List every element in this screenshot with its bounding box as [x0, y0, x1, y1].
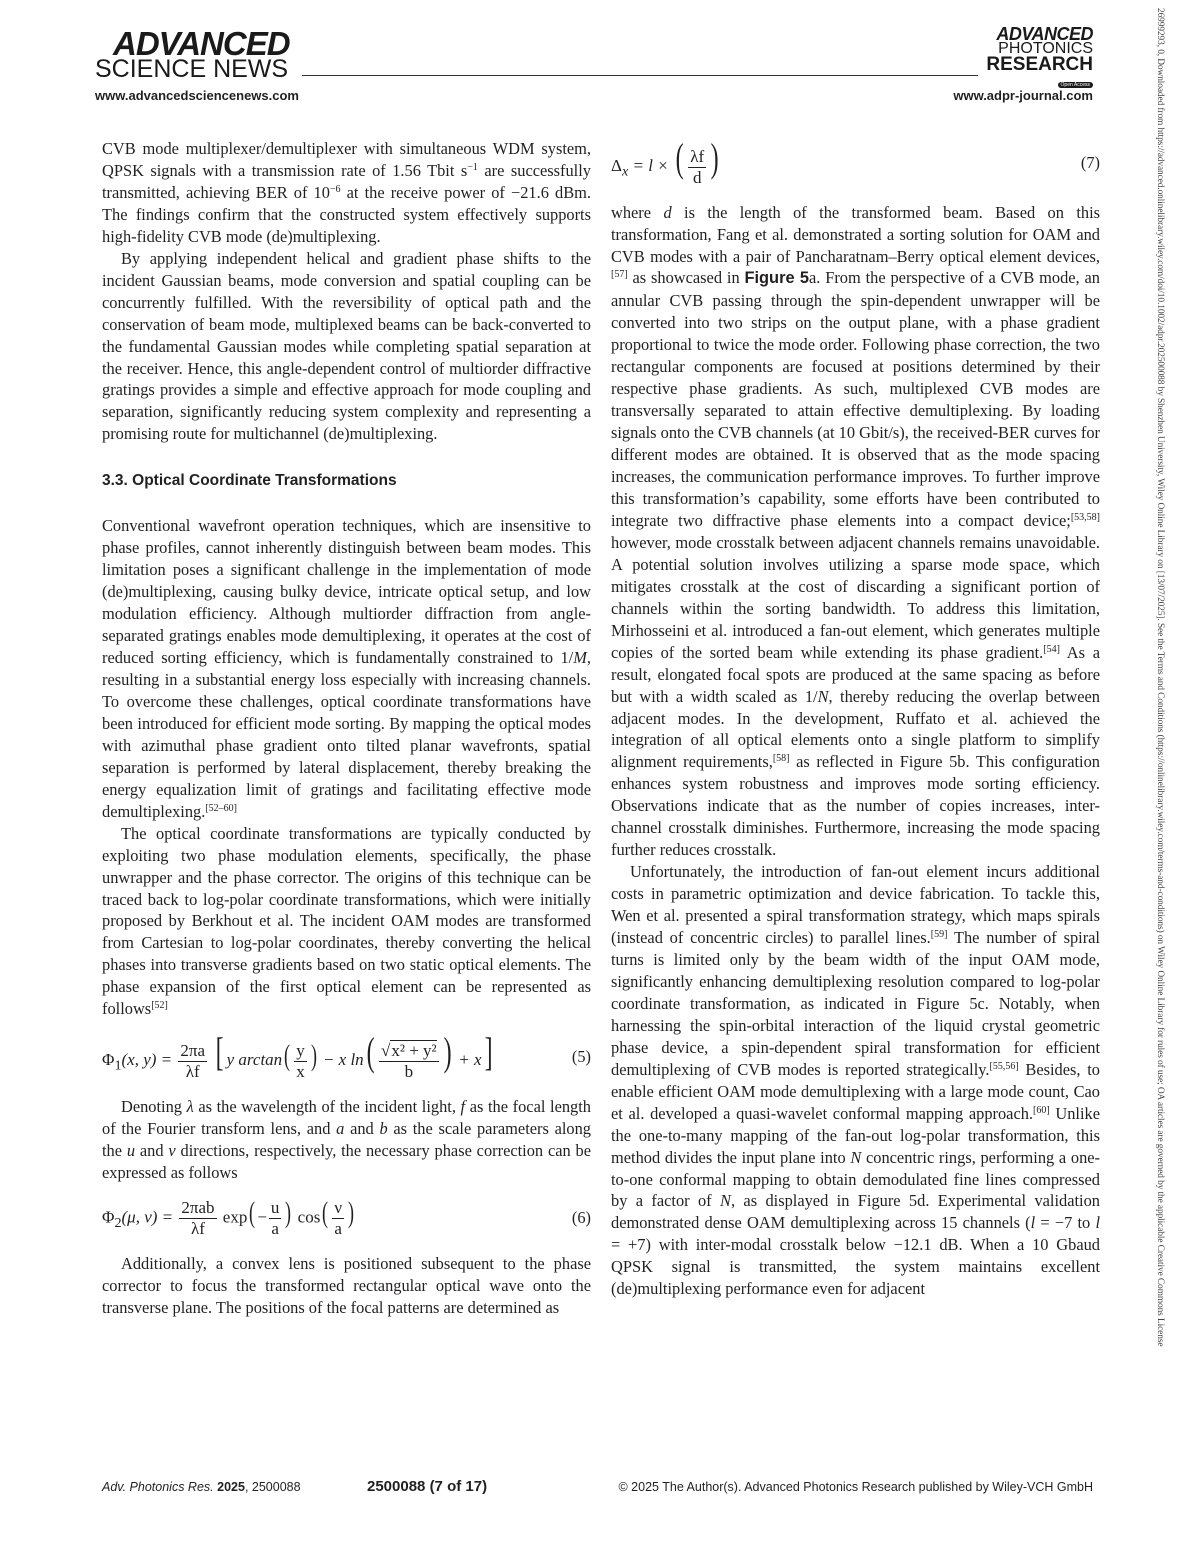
- paragraph: where d is the length of the transformed beam. Based on this transformation, Fang et al. demonstrated a sorting solution for OAM and CVB modes with a pair of Pancharatnam–Berry optical element devices,[57] as showcased in Figure 5a. From the perspective of a CVB mode, an annular CVB passing through the spin-dependent unwrapper will be converted into two strips on the output plane, with a phase gradient proportional to twice the mode order. Following phase correction, the two rectangular components are focused at positions determined by their respective phase gradients. As such, multiplexed CVB modes are transversally separated to attain effective demultiplexing. By loading signals onto the CVB channels (at 10 Gbit/s), the received-BER curves for different modes are obtained. It is observed that as the mode spacing increases, the communication performance improves. To further improve this transformation’s capability, some efforts have been contributed to integrate two diffractive phase elements into a compact device;[53,58] however, mode crosstalk between adjacent channels remains unavoidable. A potential solution involves utilizing a sparse mode space, which mitigates crosstalk at the cost of discarding a significant portion of channels within the sorting bandwidth. To address this limitation, Mirhosseini et al. introduced a fan-out element, which generates multiple copies of the sorted beam while extending its phase gradient.[54] As a result, elongated focal spots are produced at the same spacing as before but with a width scaled as 1/N, thereby reducing the overlap between adjacent modes. In the development, Ruffato et al. achieved the integration of all optical elements onto a single platform to simplify alignment requirements,[58] as reflected in Figure 5b. This configuration enhances system robustness and improves mode sorting efficiency. Observations indicate that as the number of copies increases, inter-channel crosstalk diminishes. Furthermore, increasing the mode spacing further reduces crosstalk.: [611, 202, 1101, 860]
- logo-advanced-text: ADVANCED: [113, 25, 290, 62]
- section-heading: 3.3. Optical Coordinate Transformations: [102, 472, 397, 490]
- equation-number: (5): [571, 1047, 591, 1067]
- figure-link[interactable]: Figure 5: [744, 269, 809, 288]
- citation-link[interactable]: [58]: [772, 753, 790, 765]
- paragraph: Unfortunately, the introduction of fan-out element incurs additional costs in parametric optimization and device fabrication. To tackle this, Wen et al. presented a spiral transformation strategy, which maps spirals (instead of concentric circles) to parallel lines.[59] The number of spiral turns is limited only by the beam width of the input OAM mode, significantly enhancing demultiplexing resolution compared to log-polar coordinate transformation, as indicated in Figure 5c. Notably, when harnessing the spin-orbital interaction of the liquid crystal geometric phase device, a spin-dependent spiral transformation for efficient demultiplexing of CVB modes is reported strategically.[55,56] Besides, to enable efficient OAM mode demultiplexing with a large mode count, Cao et al. developed a quasi-wavelet conformal mapping approach.[60] Unlike the one-to-many mapping of the fan-out log-polar transformation, this method divides the input plane into N concentric rings, performing a one-to-one conformal mapping to obtain demodulated fine lines compressed by a factor of N, as displayed in Figure 5d. Experimental validation demonstrated dense OAM demultiplexing across 15 channels (l = −7 to l = +7) with inter-modal crosstalk below −12.1 dB. When a 10 Gbaud QPSK signal is transmitted, the system maintains excellent (de)multiplexing performance even for adjacent: [611, 862, 1100, 1299]
- equation-6: [102, 1198, 591, 1239]
- left-column: [102, 138, 591, 1318]
- paragraph: The optical coordinate transformations are typically conducted by exploiting two phase modulation elements, specifically, the phase unwrapper and the phase corrector. The origins of this technique can be traced back to log-polar coordinate transformations, which were initially proposed by Berkhout et al. The incident OAM modes are transformed from Cartesian to log-polar coordinates, thereby converting the helical phases into transverse gradients based on two static optical elements. The phase expansion of the first optical element can be represented as follows[52]: [102, 823, 591, 1019]
- citation-link[interactable]: [59]: [930, 929, 948, 941]
- journal-logo-line2: PHOTONICS: [998, 40, 1093, 57]
- download-notice: 26999293, 0, Downloaded from https://advanced.onlinelibrary.wiley.com/doi/10.1002/adpr.202500088 by Shenzhen University, Wiley Online Library on [13/07/2025]. See the Terms and Conditions (https://onlinelibrary.wiley.com/terms-and-conditions) on Wiley Online Library for rules of use; OA articles are governed by the applicable Creative Commons License: [1155, 8, 1165, 1347]
- journal-citation: Adv. Photonics Res. 2025, 2500088: [102, 1480, 301, 1494]
- open-access-badge: Open Access: [1058, 82, 1093, 88]
- paragraph: CVB mode multiplexer/demultiplexer with simultaneous WDM system, QPSK signals with a transmission rate of 1.56 Tbit $s^{-1}$ are successfully transmitted, achieving BER of $10^{-6}$ at the receive power of −21.6 dBm. The findings confirm that the constructed system effectively supports high-fidelity CVB mode (de)multiplexing.: [102, 139, 591, 246]
- page-footer: [102, 1478, 1093, 1498]
- right-column: [611, 135, 1101, 1300]
- journal-logo: [986, 26, 1093, 91]
- citation-link[interactable]: [54]: [1043, 643, 1060, 655]
- paragraph: Conventional wavefront operation techniques, which are insensitive to phase profiles, cannot inherently distinguish between beam modes. This limitation poses a significant challenge in the implementation of mode (de)multiplexing, causing bulky device, intricate optical setup, and low modulation efficiency. Although multiorder diffraction from angle-separated gratings enables mode demultiplexing, it operates at the cost of reduced sorting efficiency, which is fundamentally constrained to 1/M, resulting in a substantial energy loss especially with increasing channels. To overcome these challenges, optical coordinate transformations have been introduced for efficient mode sorting. By mapping the optical modes with azimuthal phase gradient onto tilted planar wavefronts, spatial separation is performed by lateral displacement, thereby breaking the energy equalization limit of gratings and facilitating effective mode demultiplexing.[52–60]: [102, 516, 591, 821]
- citation-link[interactable]: [57]: [611, 269, 628, 281]
- journal-logo-line3: RESEARCH: [986, 54, 1093, 75]
- paragraph: Denoting λ as the wavelength of the incident light, f as the focal length of the Fourier transform lens, and a and b as the scale parameters along the u and v directions, respectively, the necessary phase correction can be expressed as follows: [102, 1096, 591, 1182]
- publisher-logo: [95, 25, 290, 83]
- citation-link[interactable]: [53,58]: [1070, 511, 1100, 523]
- paragraph: Additionally, a convex lens is positioned subsequent to the phase corrector to focus the transformed rectangular optical wave onto the transverse plane. The positions of the focal patterns are determined as: [102, 1253, 591, 1317]
- journal-url-link[interactable]: www.adpr-journal.com: [953, 88, 1093, 103]
- header-divider: [302, 75, 978, 76]
- citation-link[interactable]: [60]: [1033, 1104, 1050, 1116]
- paragraph: By applying independent helical and gradient phase shifts to the incident Gaussian beams, mode conversion and spatial coupling can be concurrently fulfilled. With the reversibility of optical path and the conservation of beam mode, multiplexed beams can be back-converted to the fundamental Gaussian modes while completing spatial separation at the receiver. Hence, this angle-dependent control of multiorder diffractive gratings provides a simple and effective approach for mode coupling and separation, significantly reducing system complexity and representing a promising route for multichannel (de)multiplexing.: [102, 248, 591, 444]
- copyright-notice: © 2025 The Author(s). Advanced Photonics Research published by Wiley-VCH GmbH: [618, 1480, 1093, 1494]
- logo-science-news-text: SCIENCE NEWS: [95, 55, 289, 83]
- equation-body: $\Delta_x = l$ × ( $\frac{\lambda f}{d}$ ): [611, 135, 719, 187]
- citation-link[interactable]: [55,56]: [989, 1060, 1019, 1072]
- equation-body: $\Phi_1(x$, y) = $\frac{2\pi a}{\lambda f}$ [ y arctan( $\frac{y}{x}$ ) − x ln( $\frac{\text{√x² + y²}}{b}$ ) + x]: [102, 1029, 493, 1081]
- equation-5: [102, 1029, 591, 1082]
- publisher-url-link[interactable]: www.advancedsciencenews.com: [95, 88, 299, 103]
- equation-number: (6): [571, 1208, 591, 1228]
- page-number: 2500088 (7 of 17): [367, 1478, 488, 1495]
- citation-link[interactable]: [52]: [151, 1000, 168, 1012]
- journal-logo-line1: ADVANCED: [996, 24, 1093, 44]
- equation-body: $\Phi_2(\mu$, ν) = $\frac{\text{2πab}}{\lambda f}$ exp( − $\frac{u}{a}$ ) cos( $\frac{\nu}{a}$ ): [102, 1196, 355, 1238]
- equation-number: (7): [1080, 152, 1100, 172]
- citation-link[interactable]: [52–60]: [205, 802, 238, 814]
- equation-7: [611, 135, 1100, 188]
